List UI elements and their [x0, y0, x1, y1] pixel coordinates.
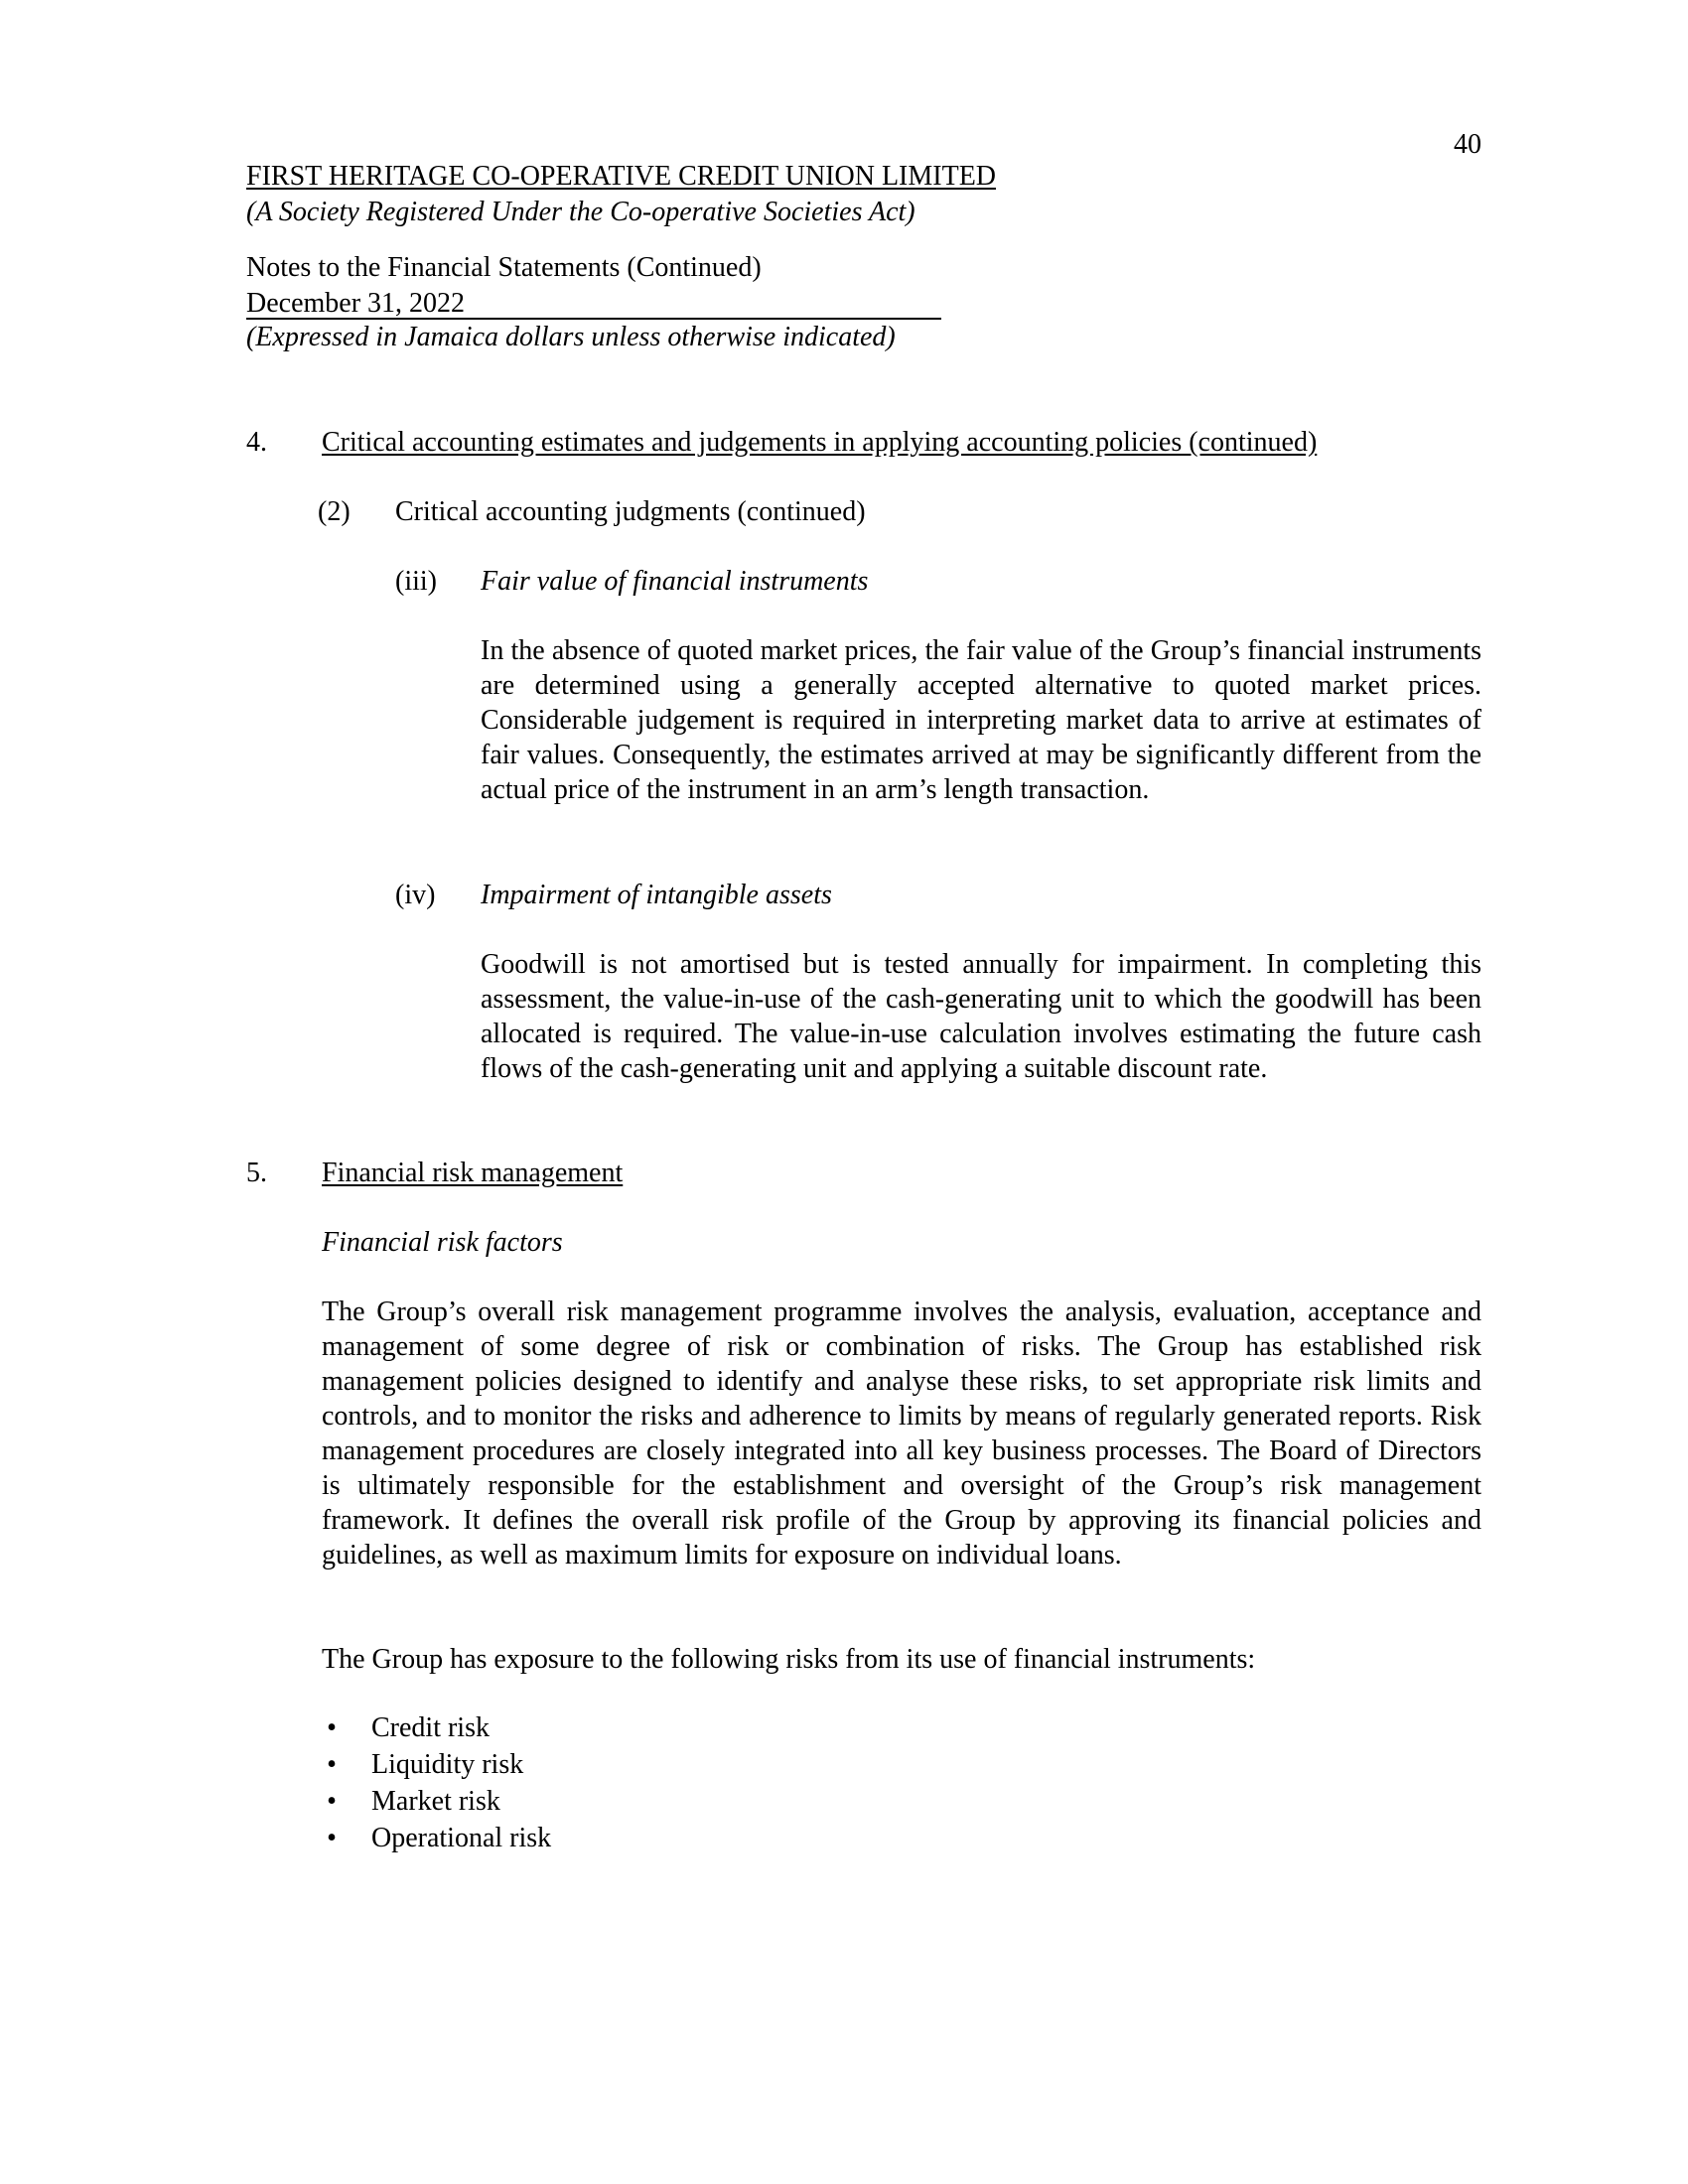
- risk-label: Market risk: [371, 1786, 500, 1817]
- list-item: [322, 1746, 551, 1783]
- list-item: [322, 1820, 551, 1856]
- section-5-subheading: Financial risk factors: [322, 1227, 563, 1258]
- item-iii-paragraph: In the absence of quoted market prices, the fair value of the Group’s financial instruments are determined using a generally accepted alternative to quoted market prices. Considerable judgement is required in interpreting market data to arrive at estimates of fair values. Consequently, the estimates arrived at may be significantly different from the actual price of the instrument in an arm’s length transaction.: [481, 635, 1481, 805]
- currency-note: (Expressed in Jamaica dollars unless otherwise indicated): [246, 322, 896, 352]
- bullet-icon: •: [327, 1786, 337, 1817]
- bullet-icon: •: [327, 1712, 337, 1743]
- subsection-2-number: (2): [318, 496, 351, 527]
- organization-name: FIRST HERITAGE CO-OPERATIVE CREDIT UNION LIMITED: [246, 161, 997, 192]
- risk-label: Liquidity risk: [371, 1749, 524, 1780]
- item-iv-title: Impairment of intangible assets: [481, 880, 832, 910]
- subsection-2-title: Critical accounting judgments (continued): [395, 496, 866, 527]
- item-iv-number: (iv): [395, 880, 436, 910]
- list-item: [322, 1783, 551, 1820]
- notes-title: Notes to the Financial Statements (Continued): [246, 252, 762, 283]
- section-5-number: 5.: [246, 1158, 267, 1188]
- section-5-title: Financial risk management: [322, 1158, 624, 1188]
- section-4-title: Critical accounting estimates and judgements in applying accounting policies (continued): [322, 427, 1318, 458]
- statement-date: December 31, 2022: [246, 286, 941, 320]
- page-number: 40: [1454, 129, 1481, 160]
- bullet-icon: •: [327, 1823, 337, 1853]
- risk-list: [322, 1709, 551, 1856]
- bullet-icon: •: [327, 1749, 337, 1780]
- section-4-number: 4.: [246, 427, 267, 458]
- risk-label: Credit risk: [371, 1712, 490, 1743]
- risk-exposure-intro: The Group has exposure to the following risks from its use of financial instruments:: [322, 1644, 1256, 1675]
- organization-subtitle: (A Society Registered Under the Co-operative Societies Act): [246, 197, 915, 227]
- item-iii-number: (iii): [395, 566, 437, 597]
- list-item: [322, 1709, 551, 1746]
- risk-label: Operational risk: [371, 1823, 552, 1853]
- risk-management-paragraph: The Group’s overall risk management programme involves the analysis, evaluation, acceptance and management of some degree of risk or combination of risks. The Group has established risk management policies designed to identify and analyse these risks, to set appropriate risk limits and controls, and to monitor the risks and adherence to limits by means of regularly generated reports. Risk management procedures are closely integrated into all key business processes. The Board of Directors is ultimately responsible for the establishment and oversight of the Group’s risk management framework. It defines the overall risk profile of the Group by approving its financial policies and guidelines, as well as maximum limits for exposure on individual loans.: [322, 1297, 1481, 1570]
- item-iv-paragraph: Goodwill is not amortised but is tested annually for impairment. In completing this assessment, the value-in-use of the cash-generating unit to which the goodwill has been allocated is required. The value-in-use calculation involves estimating the future cash flows of the cash-generating unit and applying a suitable discount rate.: [481, 949, 1481, 1084]
- item-iii-title: Fair value of financial instruments: [481, 566, 869, 597]
